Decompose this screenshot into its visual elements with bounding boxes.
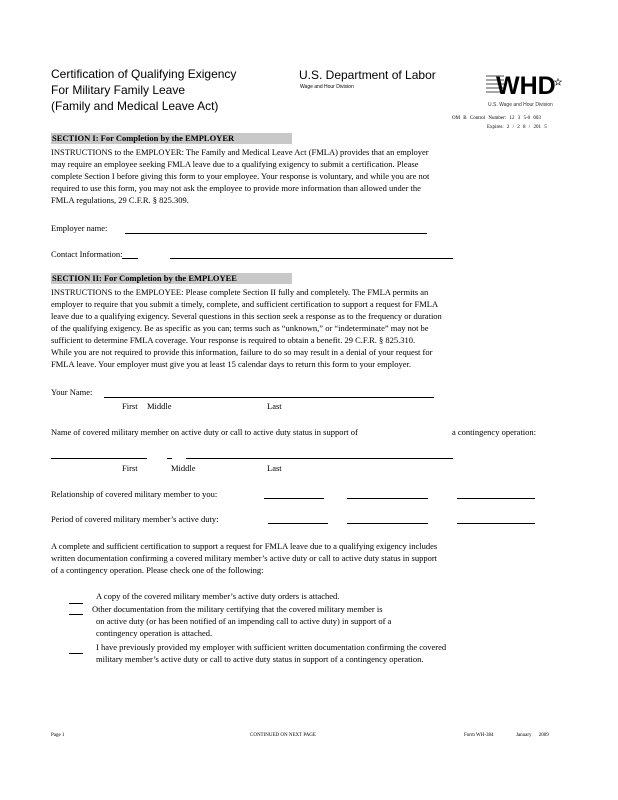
omb-control-number: OM B Control Number: 12 3 5-0 003 [452,116,541,121]
section-2-instructions-line-1: INSTRUCTIONS to the EMPLOYEE: Please complete Section II fully and completely. The FMLA permits an [51,287,429,297]
documentation-para-line-1: A complete and sufficient certification to support a request for FMLA leave due to a qualifying exigency includes [51,541,438,551]
section-1-heading: SECTION I: For Completion by the EMPLOYER [52,133,235,143]
option-previously-provided-line-1: I have previously provided my employer with sufficient written documentation confirming the covered [96,642,447,652]
your-name-first-caption: First [122,401,138,411]
option-previously-provided-checkbox[interactable] [69,653,83,654]
contact-information-field-prefix[interactable] [122,258,138,259]
employer-name-field[interactable] [125,233,427,234]
option-orders-checkbox[interactable] [69,603,83,604]
whd-logo [484,70,564,104]
your-name-last-caption: Last [267,401,282,411]
relationship-field-3[interactable] [457,498,535,499]
period-field-2[interactable] [347,523,428,524]
section-2-instructions-line-7: FMLA leave. Your employer must give you at least 15 calendar days to return this form to your employer. [51,359,412,369]
covered-member-last-field[interactable] [186,458,453,459]
period-label: Period of covered military member’s active duty: [51,514,219,524]
expiration-date: Expires: 2 / 2 8 / 201 5 [487,125,547,130]
section-1-instructions-line-4: required to use this form, you may not ask the employee to provide more information than allowed under the [51,183,421,193]
section-1-instructions-line-3: complete Section I before giving this form to your employee. Your response is voluntary, and while you are not [51,171,430,181]
documentation-para-line-3: of a contingency operation. Please check one of the following: [51,565,264,575]
covered-member-middle-caption: Middle [171,463,196,473]
section-2-instructions-line-6: While you are not required to provide this information, failure to do so may result in a denial of your request for [51,347,433,357]
documentation-para-line-2: written documentation confirming a covered military member’s active duty or call to active duty status in support [51,553,438,563]
form-title-line-1: Certification of Qualifying Exigency [51,67,237,81]
division-name: Wage and Hour Division [300,84,354,90]
contact-information-label: Contact Information: [51,249,123,259]
section-2-heading: SECTION II: For Completion by the EMPLOYEE [52,273,237,283]
contingency-operation-label: a contingency operation: [452,427,537,437]
covered-member-last-caption: Last [267,463,282,473]
option-other-documentation-line-2: on active duty (or has been notified of an impending call to active duty) in support of a [96,616,392,626]
relationship-label: Relationship of covered military member to you: [51,489,218,499]
contact-information-field[interactable] [170,258,453,259]
your-name-field[interactable] [104,397,434,398]
relationship-field-1[interactable] [264,498,324,499]
covered-member-label: Name of covered military member on active duty or call to active duty status in support of [51,427,358,437]
section-2-instructions-line-2: employer to require that you submit a timely, complete, and sufficient certification to support a request for FMLA [51,299,439,309]
section-1-instructions-line-5: FMLA regulations, 29 C.F.R. § 825.309. [51,195,189,205]
section-2-instructions-line-4: of the qualifying exigency. Be as specific as you can; terms such as “unknown,” or “indeterminate” may not be [51,323,429,333]
whd-logo-icon [484,70,564,104]
footer-page-number: Page 1 [51,733,65,738]
section-2-instructions-line-5: sufficient to determine FMLA coverage. Your response is required to obtain a benefit. 29 C.F.R. § 825.310. [51,335,416,345]
relationship-field-2[interactable] [347,498,428,499]
option-orders-label: A copy of the covered military member’s active duty orders is attached. [96,591,340,601]
period-field-3[interactable] [457,523,535,524]
section-2-instructions-line-3: leave due to a qualifying exigency. Several questions in this section seek a response as to the frequency or duration [51,311,442,321]
option-other-documentation-line-1: Other documentation from the military certifying that the covered military member is [92,604,383,614]
footer-date: January 2009 [516,733,549,738]
period-field-1[interactable] [268,523,328,524]
employer-name-label: Employer name: [51,223,108,233]
logo-caption: U.S. Wage and Hour Division [488,102,553,108]
covered-member-middle-field[interactable] [167,458,172,459]
svg-text:★: ★ [554,77,563,87]
form-title-line-3: (Family and Medical Leave Act) [51,99,219,113]
option-other-documentation-checkbox[interactable] [69,614,83,615]
section-1-instructions-line-1: INSTRUCTIONS to the EMPLOYER: The Family and Medical Leave Act (FMLA) provides that an employer [51,147,429,157]
option-previously-provided-line-2: military member’s active duty or call to active duty status in support of a contingency operation. [96,654,424,664]
section-1-instructions-line-2: may require an employee seeking FMLA leave due to a qualifying exigency to submit a certification. Please [51,159,419,169]
option-other-documentation-line-3: contingency operation is attached. [96,628,213,638]
your-name-label: Your Name: [51,387,93,397]
covered-member-first-field[interactable] [51,458,147,459]
form-title-line-2: For Military Family Leave [51,83,186,97]
covered-member-first-caption: First [122,463,138,473]
svg-text:WHD: WHD [496,72,556,100]
footer-continued: CONTINUED ON NEXT PAGE [250,733,316,738]
department-name: U.S. Department of Labor [299,68,436,82]
footer-form-number: Form WH-384 [464,733,494,738]
your-name-middle-caption: Middle [147,401,172,411]
